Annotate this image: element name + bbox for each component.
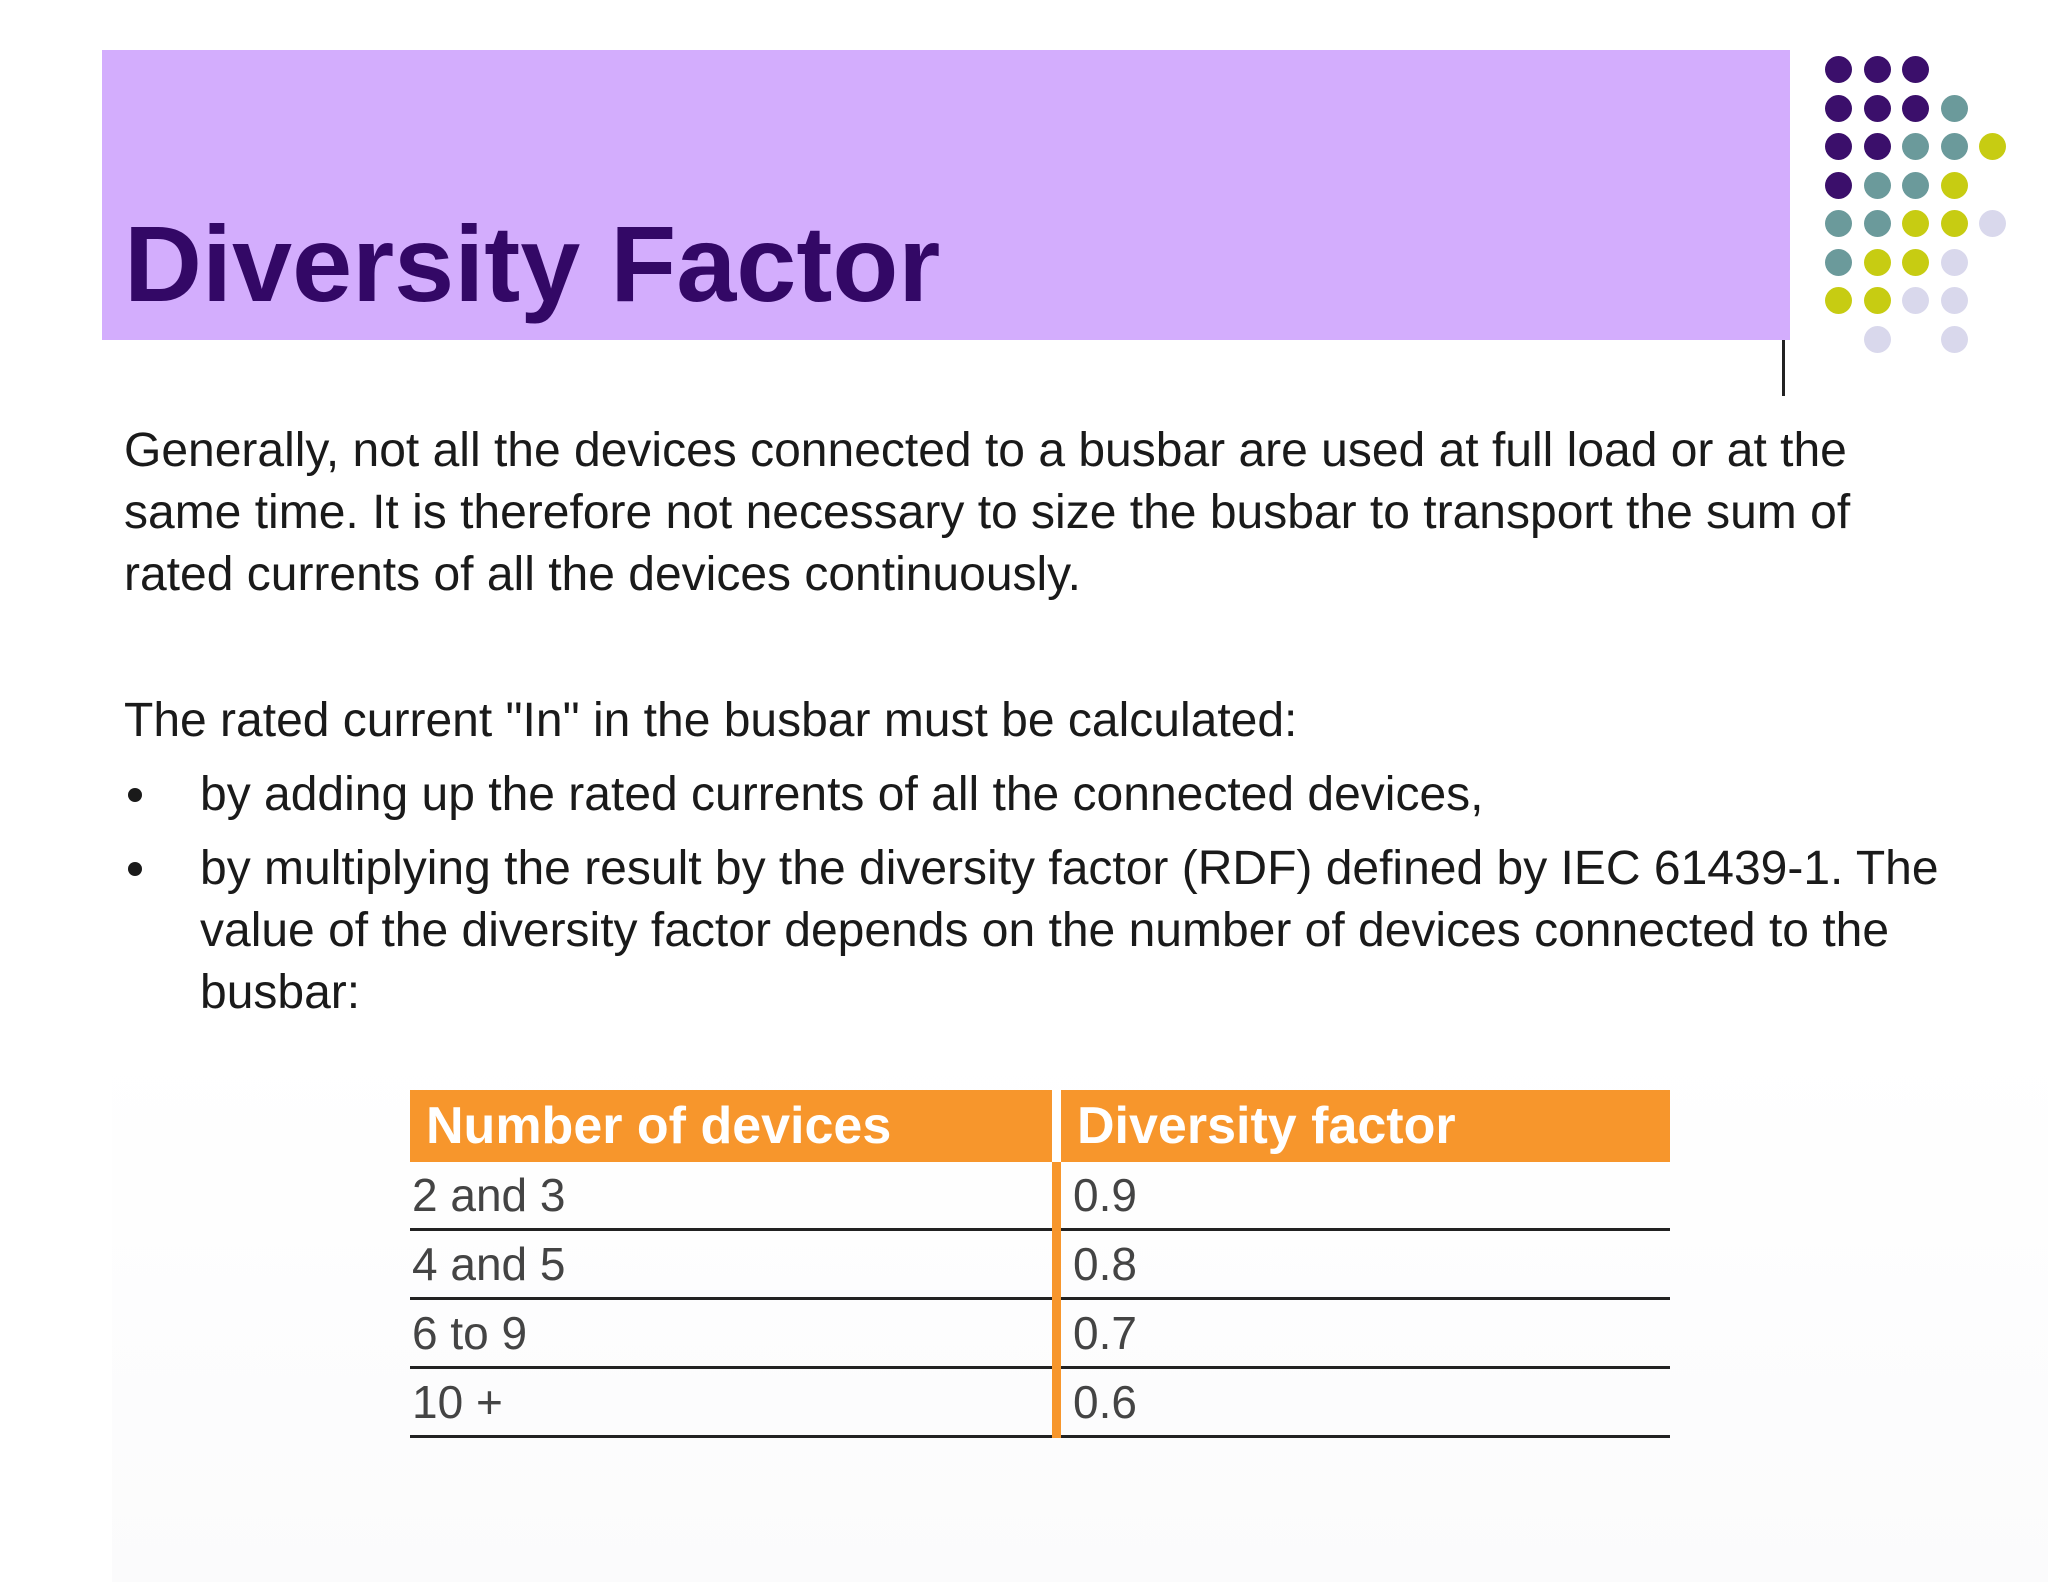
- decorative-dot: [1864, 210, 1891, 237]
- decorative-dot: [1825, 133, 1852, 160]
- decorative-dot: [1825, 95, 1852, 122]
- decorative-dot: [1825, 249, 1852, 276]
- decorative-dot: [1941, 172, 1968, 199]
- cell-factor: 0.8: [1057, 1230, 1671, 1299]
- slide-title: Diversity Factor: [124, 203, 941, 324]
- decorative-dot: [1941, 133, 1968, 160]
- decorative-dot: [1902, 95, 1929, 122]
- decorative-dot: [1864, 95, 1891, 122]
- decorative-dot: [1825, 56, 1852, 83]
- decorative-dot: [1864, 172, 1891, 199]
- decorative-dot: [1864, 326, 1891, 353]
- decorative-dot: [1864, 56, 1891, 83]
- title-band-tick: [1782, 340, 1785, 396]
- decorative-dot: [1902, 287, 1929, 314]
- bullet-dot-icon: [128, 788, 142, 802]
- decorative-dot: [1864, 249, 1891, 276]
- decorative-dot: [1941, 249, 1968, 276]
- cell-devices: 4 and 5: [410, 1230, 1057, 1299]
- cell-factor: 0.6: [1057, 1368, 1671, 1437]
- decorative-dot: [1941, 287, 1968, 314]
- decorative-dot: [1902, 249, 1929, 276]
- decorative-dot: [1825, 210, 1852, 237]
- bullet-item: [124, 838, 1964, 1024]
- cell-factor: 0.9: [1057, 1162, 1671, 1230]
- diversity-factor-table: [410, 1090, 1670, 1438]
- cell-devices: 10 +: [410, 1368, 1057, 1437]
- bullet-list: [124, 764, 1964, 1036]
- decorative-dot: [1902, 56, 1929, 83]
- cell-devices: 6 to 9: [410, 1299, 1057, 1368]
- decorative-dot: [1979, 210, 2006, 237]
- bullet-item: [124, 764, 1964, 826]
- table-header-row: [410, 1090, 1670, 1162]
- decorative-dot: [1902, 133, 1929, 160]
- table-row: [410, 1299, 1670, 1368]
- bullet-dot-icon: [128, 862, 142, 876]
- decorative-dot: [1825, 172, 1852, 199]
- decorative-dot: [1941, 326, 1968, 353]
- decorative-dot: [1825, 287, 1852, 314]
- column-header-devices: Number of devices: [410, 1090, 1057, 1162]
- table-row: [410, 1162, 1670, 1230]
- table-row: [410, 1230, 1670, 1299]
- calculation-intro: The rated current "In" in the busbar must be calculated:: [124, 694, 1298, 747]
- decorative-dot: [1902, 172, 1929, 199]
- column-header-factor: Diversity factor: [1057, 1090, 1671, 1162]
- table-row: [410, 1368, 1670, 1437]
- decorative-dot: [1941, 95, 1968, 122]
- bullet-text: by adding up the rated currents of all the connected devices,: [200, 768, 1484, 821]
- decorative-dot: [1902, 210, 1929, 237]
- decorative-dot: [1864, 287, 1891, 314]
- decorative-dot: [1864, 133, 1891, 160]
- cell-factor: 0.7: [1057, 1299, 1671, 1368]
- decorative-dot: [1941, 210, 1968, 237]
- decorative-dot: [1979, 133, 2006, 160]
- intro-paragraph: Generally, not all the devices connected to a busbar are used at full load or at the same time. It is therefore not necessary to size the busbar to transport the sum of rated currents of all the devices continuously.: [124, 424, 1851, 601]
- bullet-text: by multiplying the result by the diversity factor (RDF) defined by IEC 61439-1. The value of the diversity factor depends on the number of devices connected to the busbar:: [200, 842, 1939, 1019]
- cell-devices: 2 and 3: [410, 1162, 1057, 1230]
